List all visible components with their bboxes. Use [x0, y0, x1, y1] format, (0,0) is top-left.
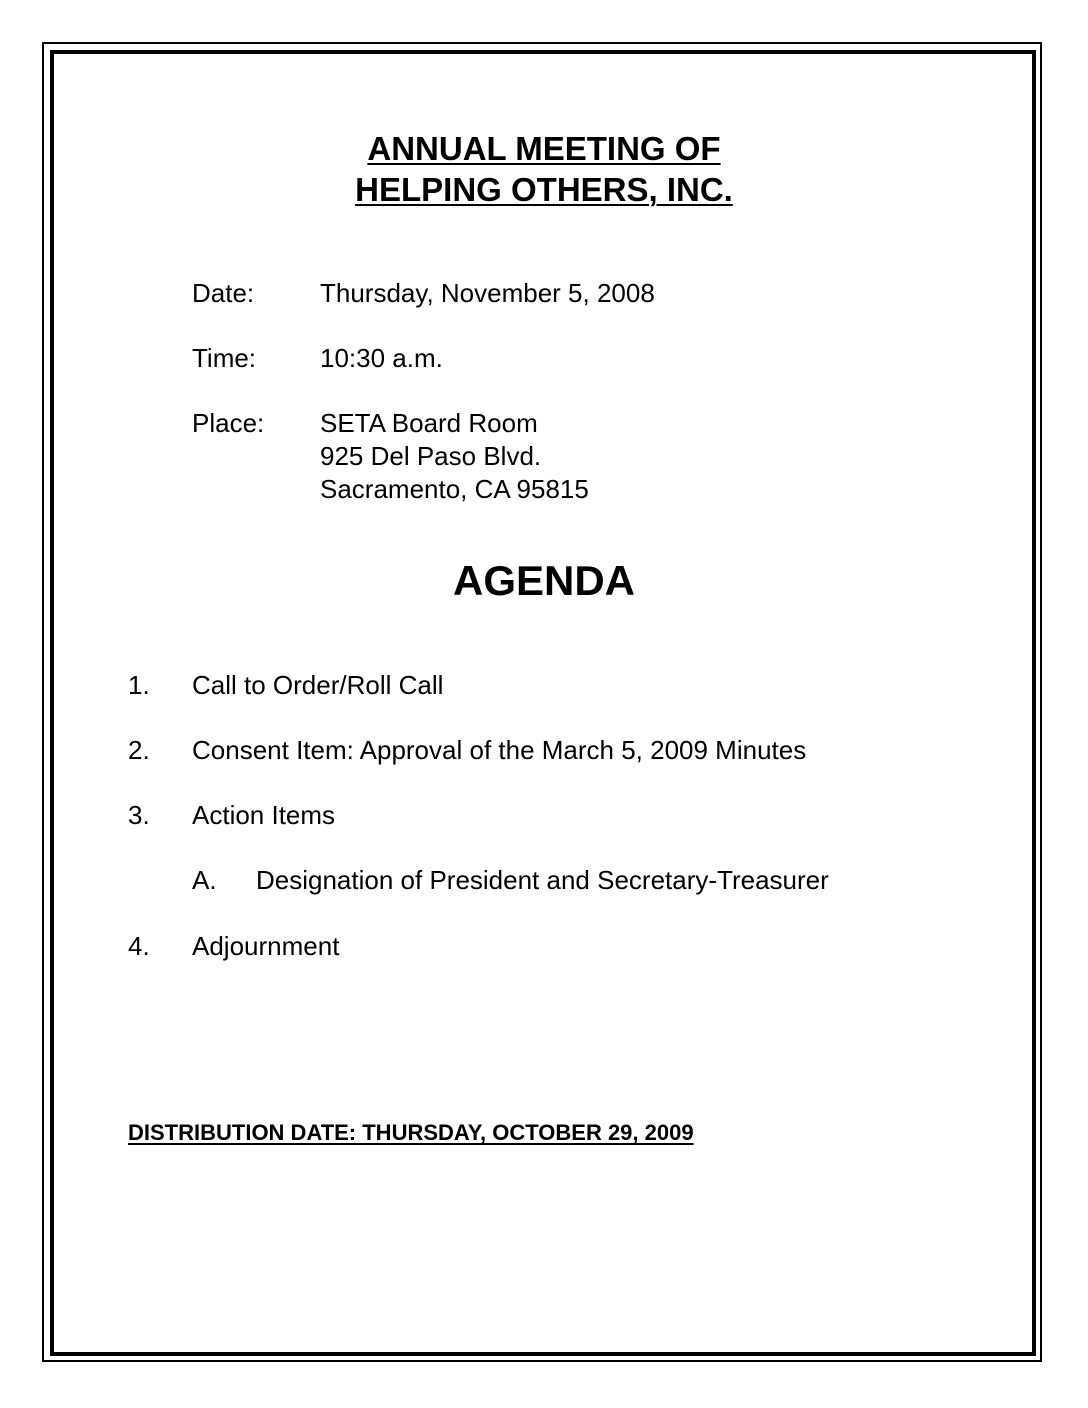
title-line-2: HELPING OTHERS, INC.	[355, 171, 733, 208]
page-border-inner	[50, 50, 1036, 1356]
agenda-item-text: Action Items	[192, 800, 336, 830]
agenda-subitem-text: Designation of President and Secretary-Treasurer	[256, 865, 829, 895]
agenda-item-number: 4.	[128, 931, 150, 961]
agenda-item-number: 2.	[128, 735, 150, 765]
agenda-item-number: 3.	[128, 800, 150, 830]
agenda-item-text: Call to Order/Roll Call	[192, 670, 444, 700]
place-line-3: Sacramento, CA 95815	[320, 474, 589, 504]
agenda-item-text: Consent Item: Approval of the March 5, 2009 Minutes	[192, 735, 807, 765]
date-label: Date:	[192, 278, 255, 308]
distribution-date: DISTRIBUTION DATE: THURSDAY, OCTOBER 29, 2009	[128, 1120, 694, 1145]
title-line-1: ANNUAL MEETING OF	[367, 130, 721, 167]
agenda-item-number: 1.	[128, 670, 150, 700]
date-value: Thursday, November 5, 2008	[320, 278, 655, 308]
agenda-item-text: Adjournment	[192, 931, 340, 961]
place-label: Place:	[192, 408, 265, 438]
place-line-1: SETA Board Room	[320, 408, 538, 438]
place-line-2: 925 Del Paso Blvd.	[320, 441, 542, 471]
agenda-subitem-letter: A.	[192, 865, 217, 895]
time-value: 10:30 a.m.	[320, 343, 443, 373]
agenda-heading: AGENDA	[452, 557, 635, 604]
time-label: Time:	[192, 343, 257, 373]
